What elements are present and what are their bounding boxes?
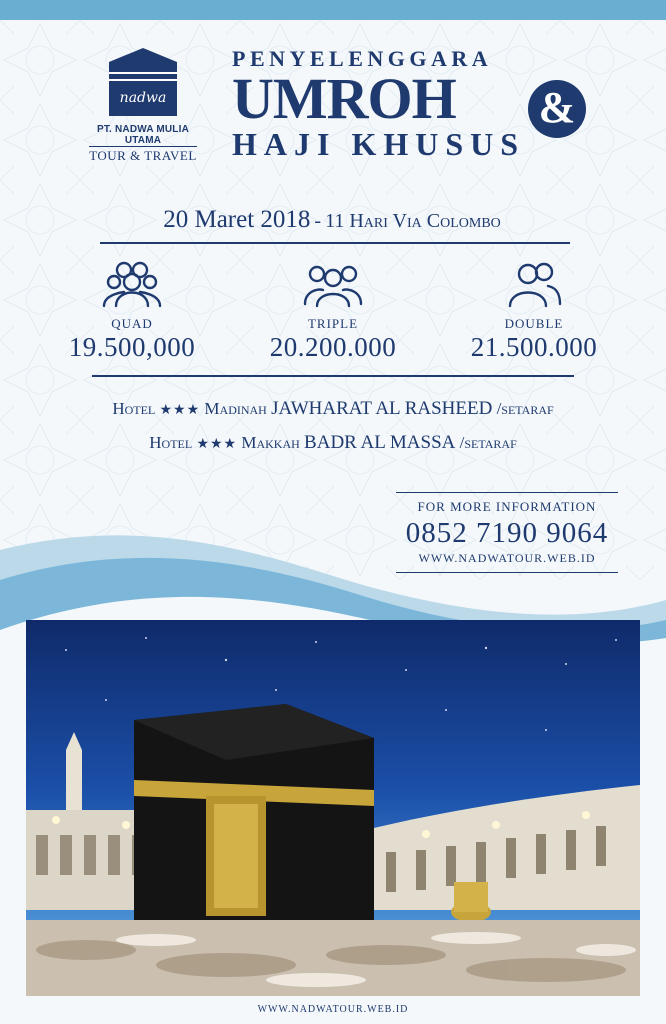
company-name: PT. NADWA MULIA UTAMA (96, 124, 190, 146)
star-rating-icon: ★★★ (159, 402, 201, 418)
hotel-name: JAWHARAT AL RASHEED (271, 398, 493, 419)
kaaba-photo (26, 620, 640, 996)
group-three-icon (303, 258, 363, 310)
hotel-prefix: Hotel (149, 433, 193, 452)
hotel-suffix: /setaraf (496, 399, 554, 418)
price-amount-quad: 19.500,000 (68, 332, 196, 362)
price-double (444, 258, 624, 363)
hotel-makkah (40, 432, 626, 454)
price-amount-double: 21.500.000 (470, 332, 598, 362)
hotel-city: Madinah (204, 399, 267, 418)
headline-post: HAJI KHUSUS (232, 126, 526, 162)
price-amount-triple: 20.200.000 (269, 332, 397, 362)
divider-middle (92, 375, 574, 377)
ampersand-badge: & (528, 80, 586, 138)
hotel-prefix: Hotel (112, 399, 156, 418)
kaaba-illustration (26, 620, 640, 996)
company-logo (78, 46, 208, 166)
price-quad (42, 258, 222, 363)
price-label-double: DOUBLE (504, 316, 564, 331)
hotel-name: BADR AL MASSA (304, 432, 456, 453)
divider-top (100, 242, 570, 244)
schedule-line (92, 206, 572, 234)
footer-website[interactable]: WWW.NADWATOUR.WEB.ID (257, 1004, 409, 1015)
price-triple (243, 258, 423, 363)
kaaba-logo-icon (105, 46, 181, 120)
hotel-suffix: /setaraf (459, 433, 517, 452)
company-subtitle: TOUR & TRAVEL (89, 148, 197, 163)
headline-pre: PENYELENGGARA (232, 46, 493, 71)
star-rating-icon: ★★★ (196, 436, 238, 452)
top-bar (0, 0, 666, 20)
price-label-quad: QUAD (111, 316, 153, 331)
trip-detail: 11 Hari Via Colombo (325, 210, 501, 232)
price-label-triple: TRIPLE (307, 316, 359, 331)
group-four-icon (102, 258, 162, 310)
contact-website[interactable]: WWW.NADWATOUR.WEB.ID (396, 551, 618, 573)
contact-label: FOR MORE INFORMATION (396, 492, 618, 515)
group-two-icon (504, 258, 564, 310)
headline-main: UMROH (232, 66, 456, 131)
contact-info (396, 492, 618, 573)
departure-date: 20 Maret 2018 (163, 206, 311, 233)
headline (232, 46, 592, 163)
hotel-city: Makkah (241, 433, 300, 452)
logo-wordmark: nadwa (119, 90, 167, 106)
schedule-separator: - (314, 210, 322, 232)
contact-phone[interactable]: 0852 7190 9064 (405, 517, 609, 549)
hotel-madinah (40, 398, 626, 420)
